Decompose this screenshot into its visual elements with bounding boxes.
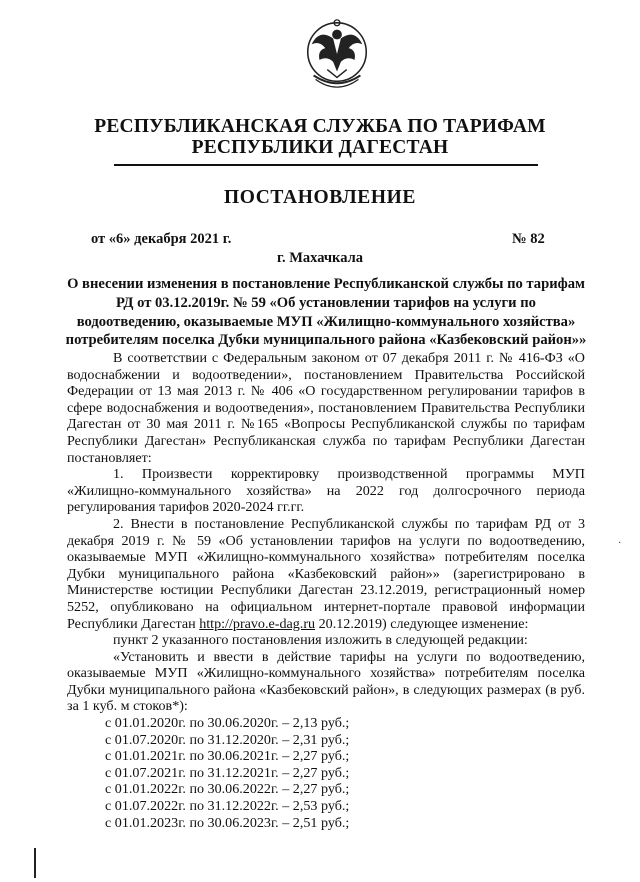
- document-number: № 82: [512, 231, 545, 247]
- document-body: [67, 350, 585, 831]
- tariff-line: с 01.07.2022г. по 31.12.2022г. – 2,53 руб.;: [105, 798, 350, 815]
- quote-paragraph: «Установить и ввести в действие тарифы на услуги по водоотведению, оказываемые МУП «Жилищно-коммунального хозяйства» потребителям поселка Дубки муниципального района «Казбековский район», в следующих размерах (в руб. за 1 куб. м стоков*):: [67, 648, 585, 715]
- organization-name-line-1: РЕСПУБЛИКАНСКАЯ СЛУЖБА ПО ТАРИФАМ: [94, 116, 546, 137]
- item-2-text: 2. Внести в постановление Республиканской службы по тарифам РД от 3 декабря 2019 г. № 59 «Об установлении тарифов на услуги по водоотведению, оказываемые МУП «Жилищно-коммунального хозяйства» потребителям поселка Дубки муниципального района «Казбековский район»» (зарегистрировано в Министерстве юстиции Республики Дагестан 23.12.2019, регистрационный номер 5252, опубликовано на официальном интернет-портале правовой информации Республики Дагестан: [67, 515, 585, 632]
- item-1-paragraph: 1. Произвести корректировку производственной программы МУП «Жилищно-коммунального хозяйства» на 2022 год долгосрочного периода регулирования тарифов 2020-2024 гг.гг.: [67, 466, 585, 516]
- tariff-line: с 01.01.2023г. по 30.06.2023г. – 2,51 руб.;: [105, 814, 350, 831]
- tariff-line: с 01.01.2020г. по 30.06.2020г. – 2,13 руб.;: [105, 715, 350, 732]
- document-date: от «6» декабря 2021 г.: [91, 231, 232, 247]
- scan-margin-mark: [34, 848, 36, 878]
- tariff-line: с 01.01.2021г. по 30.06.2021г. – 2,27 руб.;: [105, 748, 350, 765]
- document-type-title: ПОСТАНОВЛЕНИЕ: [223, 187, 417, 208]
- item-2-text-end: 20.12.2019) следующее изменение:: [315, 615, 529, 632]
- document-subject: О внесении изменения в постановление Республиканской службы по тарифам РД от 03.12.2019г. № 59 «Об установлении тарифов на услуги по водоотведению, оказываемые МУП «Жилищно-коммунального хозяйства» потребителям поселка Дубки муниципального района «Казбековский район»»: [65, 276, 587, 349]
- tariff-line: с 01.01.2022г. по 30.06.2022г. – 2,27 руб.;: [105, 781, 350, 798]
- document-city: г. Махачкала: [277, 250, 363, 266]
- item-2-paragraph: [67, 516, 585, 632]
- pravo-portal-link[interactable]: http://pravo.e-dag.ru: [199, 615, 316, 632]
- organization-name-line-2: РЕСПУБЛИКИ ДАГЕСТАН: [191, 137, 449, 158]
- eagle-emblem-icon: [298, 14, 376, 94]
- intro-paragraph: В соответствии с Федеральным законом от 07 декабря 2011 г. № 416-ФЗ «О водоснабжении и водоотведении», постановлением Правительства Российской Федерации от 13 мая 2013 г. № 406 «О государственном регулировании тарифов в сфере водоснабжения и водоотведения», постановлением Правительства Республики Дагестан от 30 мая 2011 г. №165 «Вопросы Республиканской службы по тарифам Республики Дагестан» Республиканская служба по тарифам Республики Дагестан постановляет:: [67, 350, 585, 466]
- point-2-paragraph: пункт 2 указанного постановления изложить в следующей редакции:: [113, 632, 528, 649]
- header-divider: [114, 164, 538, 166]
- scan-speck: ·: [618, 538, 622, 549]
- tariff-line: с 01.07.2021г. по 31.12.2021г. – 2,27 руб.;: [105, 764, 350, 781]
- tariff-line: с 01.07.2020г. по 31.12.2020г. – 2,31 руб.;: [105, 731, 350, 748]
